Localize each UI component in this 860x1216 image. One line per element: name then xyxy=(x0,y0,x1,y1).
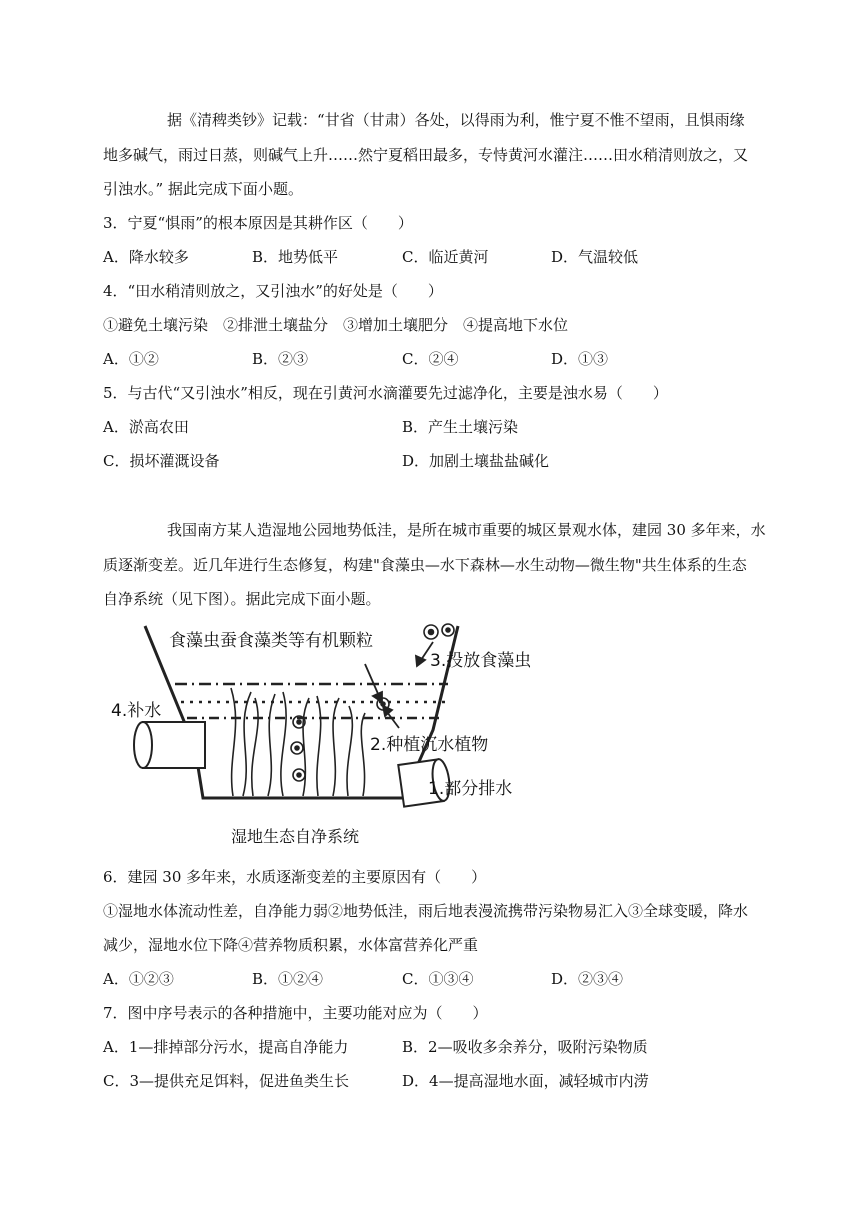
q5-option-a[interactable]: A．淤高农田 xyxy=(103,418,189,436)
label-top: 食藻虫蚕食藻类等有机颗粒 xyxy=(169,631,373,651)
label-4: 4.补水 xyxy=(111,701,162,721)
q4-option-a[interactable]: A．①② xyxy=(103,350,159,368)
q7-stem: 7．图中序号表示的各种措施中，主要功能对应为（ ） xyxy=(103,1004,488,1022)
inlet-pipe xyxy=(134,722,205,768)
q7-option-c[interactable]: C．3—提供充足饵料，促进鱼类生长 xyxy=(103,1072,350,1090)
q7-option-a[interactable]: A．1—排掉部分污水，提高自净能力 xyxy=(103,1038,349,1056)
q5-option-c[interactable]: C．损坏灌溉设备 xyxy=(103,452,220,470)
passage1-line2: 地多碱气，雨过日蒸，则碱气上升……然宁夏稻田最多，专恃黄河水灌注……田水稍清则放之，又 xyxy=(103,146,749,164)
passage2-line1: 我国南方某人造湿地公园地势低洼，是所在城市重要的城区景观水体，建园 30 多年来，水 xyxy=(167,521,766,539)
label-1: 1.部分排水 xyxy=(428,779,513,799)
q4-stem: 4．“田水稍清则放之，又引浊水”的好处是（ ） xyxy=(103,282,443,300)
q6-option-c[interactable]: C．①③④ xyxy=(402,970,474,988)
passage2-line2: 质逐渐变差。近几年进行生态修复，构建"食藻虫—水下森林—水生动物—微生物"共生体系的生态 xyxy=(103,556,747,574)
q6-items-line1: ①湿地水体流动性差，自净能力弱②地势低洼，雨后地表漫流携带污染物易汇入③全球变暖，降水 xyxy=(103,902,749,920)
passage2-line3: 自净系统（见下图）。据此完成下面小题。 xyxy=(103,590,381,608)
q3-option-d[interactable]: D．气温较低 xyxy=(551,248,639,266)
q7-option-b[interactable]: B．2—吸收多余养分，吸附污染物质 xyxy=(402,1038,648,1056)
q5-stem: 5．与古代“又引浊水”相反，现在引黄河水滴灌要先过滤净化，主要是浊水易（ ） xyxy=(103,384,668,402)
figure-caption: 湿地生态自净系统 xyxy=(231,827,360,846)
q3-option-c[interactable]: C．临近黄河 xyxy=(402,248,489,266)
water-level-lines xyxy=(175,684,448,718)
passage1-line3: 引浊水。” 据此完成下面小题。 xyxy=(103,180,303,198)
q3-option-b[interactable]: B．地势低平 xyxy=(252,248,339,266)
q6-option-a[interactable]: A．①②③ xyxy=(103,970,174,988)
q6-option-b[interactable]: B．①②④ xyxy=(252,970,324,988)
q4-items: ①避免土壤污染 ②排泄土壤盐分 ③增加土壤肥分 ④提高地下水位 xyxy=(103,316,569,334)
q5-option-d[interactable]: D．加剧土壤盐盐碱化 xyxy=(402,452,550,470)
wetland-diagram xyxy=(103,618,553,858)
q6-option-d[interactable]: D．②③④ xyxy=(551,970,624,988)
q4-option-d[interactable]: D．①③ xyxy=(551,350,609,368)
q7-option-d[interactable]: D．4—提高湿地水面，减轻城市内涝 xyxy=(402,1072,649,1090)
q6-stem: 6．建园 30 多年来，水质逐渐变差的主要原因有（ ） xyxy=(103,868,487,886)
q3-stem: 3．宁夏“惧雨”的根本原因是其耕作区（ ） xyxy=(103,214,413,232)
q3-option-a[interactable]: A．降水较多 xyxy=(103,248,189,266)
label-3: 3.投放食藻虫 xyxy=(430,651,532,671)
q4-option-b[interactable]: B．②③ xyxy=(252,350,309,368)
q4-option-c[interactable]: C．②④ xyxy=(402,350,459,368)
label-2: 2.种植沉水植物 xyxy=(370,735,489,755)
q6-items-line2: 减少，湿地水位下降④营养物质积累，水体富营养化严重 xyxy=(103,936,479,954)
passage1-line1: 据《清稗类钞》记载：“甘省（甘肃）各处，以得雨为利，惟宁夏不惟不望雨，且惧雨缘 xyxy=(167,111,745,129)
q5-option-b[interactable]: B．产生土壤污染 xyxy=(402,418,519,436)
